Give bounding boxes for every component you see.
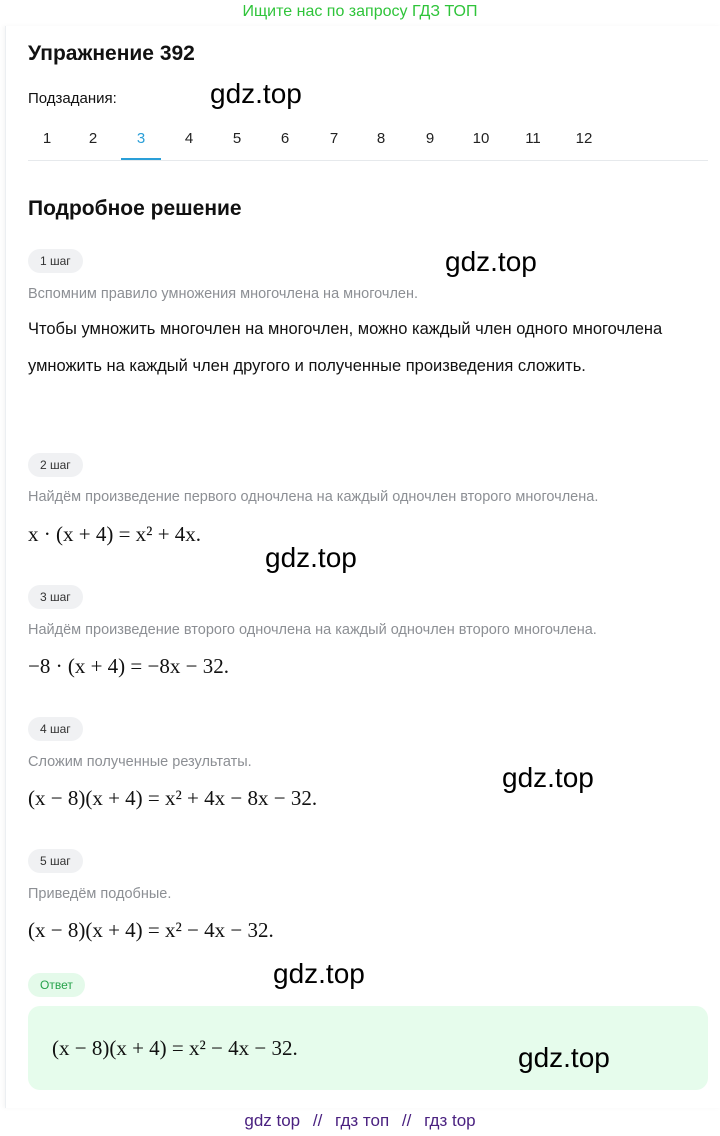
step-hint-5: Приведём подобные. (28, 886, 172, 902)
tab-12[interactable]: 12 (575, 130, 593, 147)
watermark: gdz.top (518, 1042, 610, 1073)
footer-link-gdz-top-mixed[interactable]: гдз top (424, 1111, 476, 1130)
tab-3[interactable]: 3 (121, 122, 161, 160)
step-formula-3: −8 · (x + 4) = −8x − 32. (28, 654, 229, 678)
tab-6[interactable]: 6 (280, 130, 290, 147)
watermark: gdz.top (273, 958, 365, 989)
tab-10[interactable]: 10 (472, 130, 490, 147)
footer-links (0, 1110, 720, 1132)
footer-link-gdz-top[interactable]: gdz top (244, 1111, 301, 1130)
step-formula-4: (x − 8)(x + 4) = x² + 4x − 8x − 32. (28, 786, 318, 810)
tab-1[interactable]: 1 (42, 130, 52, 147)
tab-11[interactable]: 11 (525, 130, 541, 147)
footer-link-gdz-top-ru[interactable]: гдз топ (335, 1111, 390, 1130)
step-badge-4: 4 шаг (28, 717, 83, 741)
step-formula-2: x · (x + 4) = x² + 4x. (28, 522, 202, 546)
step-hint-3: Найдём произведение второго одночлена на каждый одночлен второго многочлена. (28, 622, 597, 638)
tab-4[interactable]: 4 (184, 130, 194, 147)
step-badge-1: 1 шаг (28, 249, 83, 273)
step-hint-2: Найдём произведение первого одночлена на каждый одночлен второго многочлена. (28, 489, 599, 505)
search-banner[interactable]: Ищите нас по запросу ГДЗ ТОП (242, 3, 478, 20)
step-text-1: Чтобы умножить многочлен на многочлен, можно каждый член одного многочлена умножить на каждый член другого и полученные произведения сложить. (28, 320, 663, 375)
watermark: gdz.top (445, 246, 537, 277)
page-title: Упражнение 392 (28, 42, 195, 65)
step-badge-3: 3 шаг (28, 585, 83, 609)
watermark: gdz.top (265, 542, 357, 573)
tab-8[interactable]: 8 (376, 130, 386, 147)
step-hint-4: Сложим полученные результаты. (28, 754, 252, 770)
subtasks-label: Подзадания: (28, 90, 117, 107)
tab-9[interactable]: 9 (425, 130, 435, 147)
tab-7[interactable]: 7 (329, 130, 339, 147)
footer-separator: // (312, 1111, 323, 1130)
step-hint-1: Вспомним правило умножения многочлена на многочлен. (28, 286, 419, 302)
footer-separator: // (401, 1111, 412, 1130)
subtask-tabs (28, 122, 708, 161)
solution-card (5, 26, 720, 1108)
step-badge-5: 5 шаг (28, 849, 83, 873)
watermark: gdz.top (210, 78, 302, 109)
section-title: Подробное решение (28, 197, 242, 220)
tab-2[interactable]: 2 (88, 130, 98, 147)
step-formula-5: (x − 8)(x + 4) = x² − 4x − 32. (28, 918, 274, 942)
step-badge-2: 2 шаг (28, 453, 83, 477)
answer-badge: Ответ (28, 973, 85, 997)
watermark: gdz.top (502, 762, 594, 793)
tab-5[interactable]: 5 (232, 130, 242, 147)
answer-formula: (x − 8)(x + 4) = x² − 4x − 32. (52, 1036, 298, 1060)
